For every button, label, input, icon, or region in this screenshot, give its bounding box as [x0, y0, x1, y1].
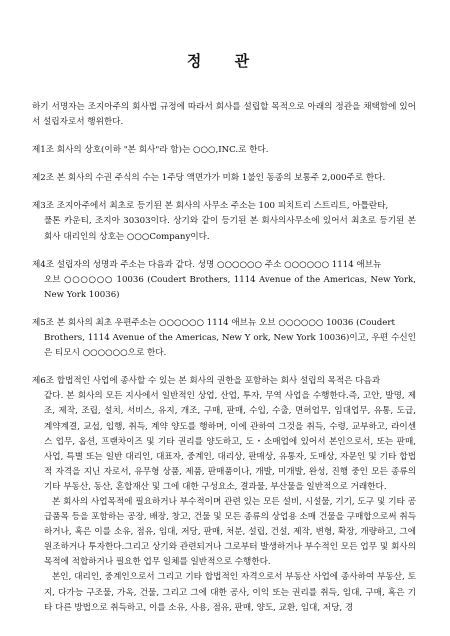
- article-6-continuation: [32, 389, 416, 615]
- article-4-head: 제4조 설립자의 성명과 주소는 다음과 같다. 성명 ○○○○○○ 주소 ○○○○○○ 1114 애브뉴: [32, 259, 382, 270]
- preamble: 하기 서명자는 조지아주의 회사법 규정에 따라서 회사를 설립할 목적으로 아래의 정관을 채택함에 있어서 설립자로서 행위한다.: [32, 102, 416, 128]
- article-5-continuation: Brothers, 1114 Avenue of the Americas, New Y ork, New York 10036)이고, 우편 수신인은 티모시 ○○○○○○으로 한다.: [44, 333, 416, 359]
- article-5: [32, 316, 416, 361]
- article-3-head: 제3조 조지아주에서 최초로 등기된 본 회사의 사무소 주소는 100 피치트리 스트리트, 아틀란타,: [32, 201, 389, 212]
- article-1-text: 제1조 회사의 상호(이하 "본 회사"라 함)는 ○○○,INC.로 한다.: [32, 145, 269, 156]
- article-2: [32, 171, 416, 186]
- document-title: 정 관: [186, 52, 264, 70]
- article-1: [32, 143, 416, 158]
- article-4: [32, 258, 416, 303]
- article-6: [32, 374, 416, 616]
- article-3: [32, 199, 416, 244]
- article-6-head: 제6조 합법적인 사업에 종사할 수 있는 본 회사의 권한을 포함하는 회사 설립의 목적은 다음과: [32, 376, 381, 387]
- article-2-text: 제2조 본 회사의 수권 주식의 수는 1주당 액면가가 미화 1불인 동종의 보통주 2,000주로 한다.: [32, 173, 386, 184]
- article-6-sub-1: 본 회사의 사업목적에 필요하거나 부수적이며 관련 있는 모든 설비, 시설물, 기기, 도구 및 기타 공급품목 등을 포함하는 공장, 배장, 창고, 건물 및 모든 종류의 상업용 소매 건물을 구매합으로써 취득하거나, 혹은 이를 소유, 점유, 임대, 저당, 판매, 처분, 설립, 건설, 제작, 변형, 확장, 개량하고, 그에 원조하거나 투자한다.그리고 상기와 관련되거나 그로부터 발생하거나 부수적인 모든 업무 및 회사의 목적에 적합하거나 필요한 업무 일체를 일반적으로 수행한다.: [44, 496, 416, 568]
- article-6-main: 같다. 본 회사의 모든 지사에서 일반적인 상업, 산업, 투자, 무역 사업을 수행한다.즉, 고안, 발명, 제조, 제작, 조립, 설치, 서비스, 유지, 개조, 구매, 판매, 수입, 수출, 면허업무, 임대업무, 유통, 도급, 계약계결, 교섭, 입행, 취득, 계약 양도를 행하며, 이에 관하여 그것을 취득, 수령, 교부하고, 라이센스 업무, 옵션, 프랜차이즈 및 기타 권리를 양도하고, 도・소매업에 있어서 본인으로서, 또는 판매, 사업, 특별 또는 일반 대리인, 대표자, 중계인, 대리상, 판매상, 유통자, 도매상, 자문인 및 기타 합법적 자격을 지닌 자로서, 유무형 상품, 제품, 판매품이나, 개발, 미개발, 완성, 진행 중인 모든 종류의 기타 부동산, 동산, 혼합재산 및 그에 대한 구성요소, 결과물, 부산물을 일반적으로 거래한다.: [44, 391, 416, 492]
- article-4-continuation: 오브 ○○○○○○ 10036 (Coudert Brothers, 1114 Avenue of the Americas, New York, New York 10036): [44, 274, 416, 300]
- article-3-continuation: 풀톤 카운티, 조지아 30303이다. 상기와 같이 등기된 본 회사의사무소에 있어서 최초로 등기된 본 회사 대리인의 상호는 ○○○Company이다.: [44, 216, 416, 242]
- article-5-head: 제5조 본 회사의 최초 우편주소는 ○○○○○○ 1114 애브뉴 오브 ○○○○○○ 10036 (Coudert: [32, 317, 395, 328]
- document-body: [32, 100, 416, 629]
- article-6-sub-2: 본인, 대리인, 중계인으로서 그리고 기타 합법적인 자격으로서 부동산 사업에 종사하여 부동산, 토지, 다가능 구조물, 가옥, 건물, 그리고 그에 대한 공사, 이익 또는 권리를 취득, 임대, 구매, 혹은 기타 다른 방법으로 취득하고, 이를 소유, 사용, 점유, 판매, 양도, 교환, 임대, 저당, 경: [44, 572, 416, 613]
